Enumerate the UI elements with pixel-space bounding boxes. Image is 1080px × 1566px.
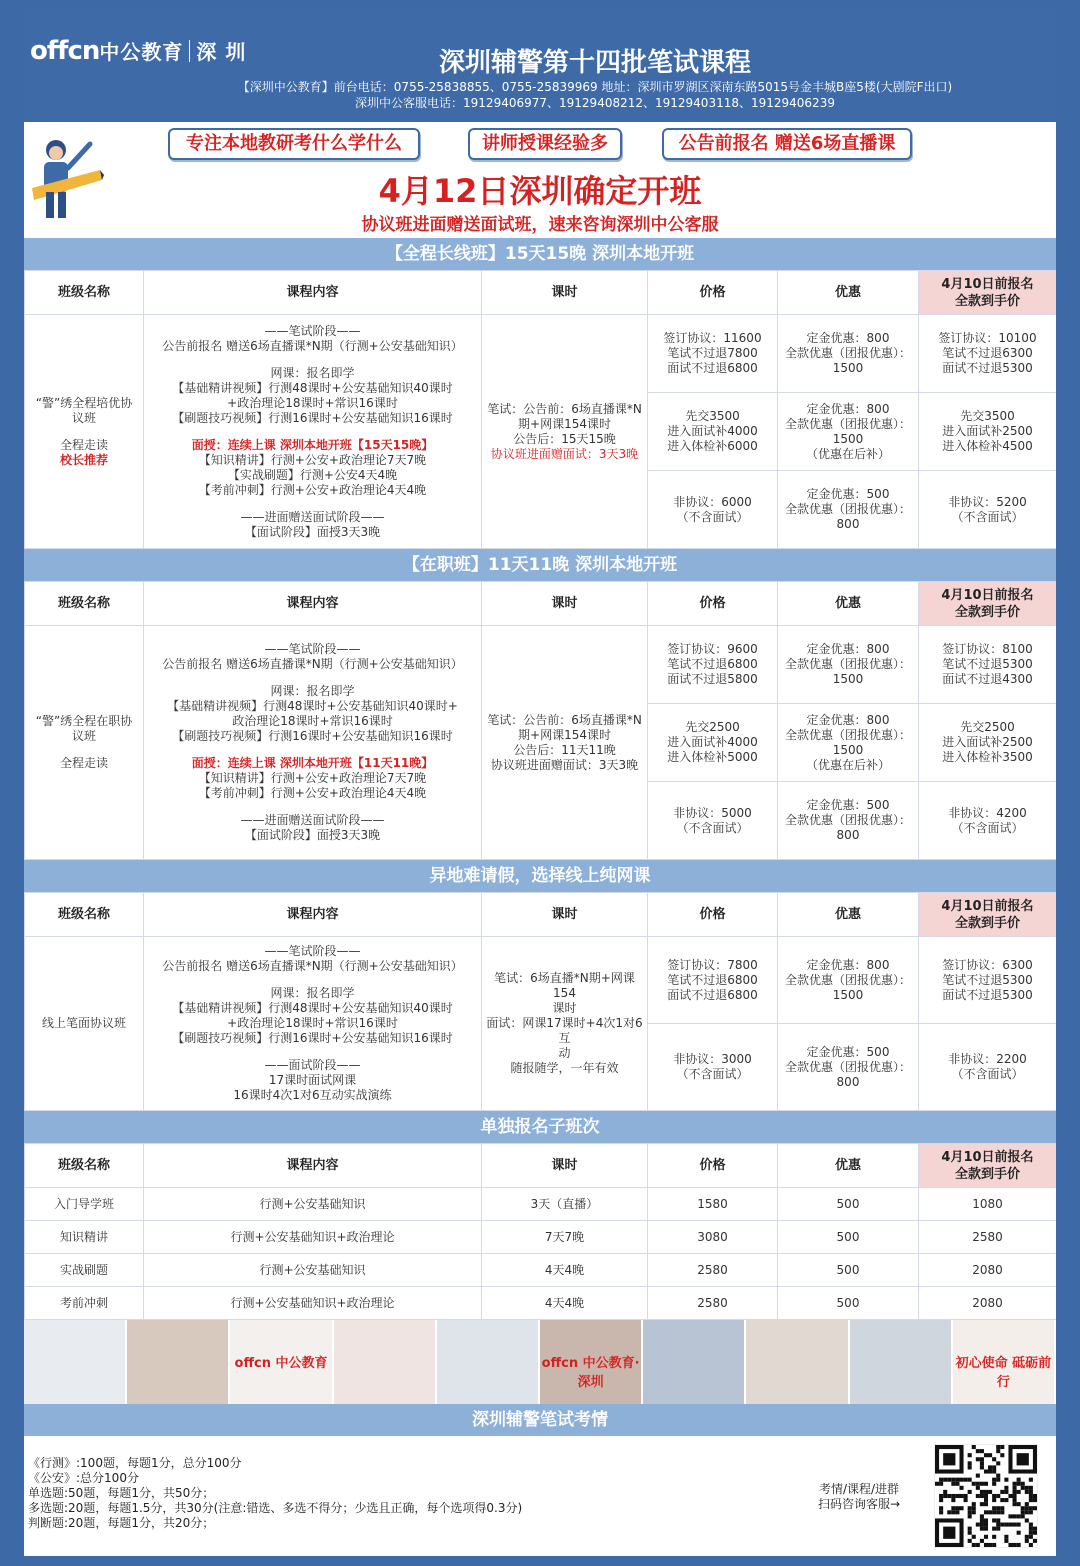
sub-early: 2580	[919, 1221, 1057, 1254]
sub-discount: 500	[778, 1221, 919, 1254]
col-header: 班级名称	[25, 893, 144, 937]
contact-line-2: 深圳中公客服电话：19129406977、19129408212、19129403118、19129406239	[355, 96, 835, 110]
col-header-early: 4月10日前报名 全款到手价	[919, 1144, 1057, 1188]
col-header: 课时	[482, 582, 648, 626]
course-table	[24, 270, 1056, 549]
classroom-photo	[540, 1320, 643, 1404]
classroom-photo	[127, 1320, 230, 1404]
col-header: 课程内容	[144, 893, 482, 937]
col-header: 班级名称	[25, 1144, 144, 1188]
sub-content: 行测+公安基础知识+政治理论	[144, 1287, 482, 1320]
table-row	[25, 1287, 1057, 1320]
price-cell: 非协议：3000 （不含面试）	[648, 1024, 778, 1111]
discount-cell: 定金优惠：800 全款优惠（团报优惠）： 1500	[778, 937, 919, 1024]
class-name: “警”绣全程在职协 议班 全程走读	[25, 626, 144, 860]
discount-cell: 定金优惠：800 全款优惠（团报优惠）： 1500 （优惠在后补）	[778, 704, 919, 782]
col-header: 课程内容	[144, 582, 482, 626]
col-header: 班级名称	[25, 582, 144, 626]
classroom-photo	[643, 1320, 746, 1404]
exam-line: 单选题:50题，每题1分，共50分；	[28, 1486, 215, 1500]
promo-tag-1: 专注本地教研考什么学什么	[168, 128, 420, 160]
col-header-early: 4月10日前报名 全款到手价	[919, 271, 1057, 315]
price-cell: 非协议：6000 （不含面试）	[648, 471, 778, 549]
sub-class-name: 知识精讲	[25, 1221, 144, 1254]
col-header: 课程内容	[144, 1144, 482, 1188]
sub-discount: 500	[778, 1254, 919, 1287]
price-cell: 先交2500 进入面试补4000 进入体检补5000	[648, 704, 778, 782]
single-band: 单独报名子班次	[24, 1111, 1056, 1143]
classroom-photo	[850, 1320, 953, 1404]
exam-line: 《行测》:100题，每题1分，总分100分	[28, 1456, 242, 1470]
sub-content: 行测+公安基础知识	[144, 1254, 482, 1287]
poster	[24, 10, 1056, 1556]
early-price-cell: 先交2500 进入面试补2500 进入体检补3500	[919, 704, 1057, 782]
course-hours: 笔试：6场直播*N期+网课154 课时 面试：网课17课时+4次1对6互 动 随报随学，一年有效	[482, 937, 648, 1111]
course-content: ——笔试阶段—— 公告前报名 赠送6场直播课*N期（行测+公安基础知识） 网课：报名即学 【基础精讲视频】行测48课时+公安基础知识40课时 +政治理论18课时+常识16课时 【刷题技巧视频】行测16课时+公安基础知识16课时 ——面试阶段—— 17课时面试网课 16课时4次1对6互动实战演练	[144, 937, 482, 1111]
discount-cell: 定金优惠：800 全款优惠（团报优惠）： 1500 （优惠在后补）	[778, 393, 919, 471]
sub-price: 2580	[648, 1254, 778, 1287]
page-title: 深圳辅警第十四批笔试课程	[438, 48, 751, 78]
contact-line-1: 【深圳中公教育】前台电话：0755-25838855、0755-25839969 地址：深圳市罗湖区深南东路5015号金丰城B座5楼(大剧院F出口)	[237, 80, 953, 94]
discount-cell: 定金优惠：500 全款优惠（团报优惠）： 800	[778, 471, 919, 549]
sub-early: 1080	[919, 1188, 1057, 1221]
photo-caption: 初心使命 砥砺前行	[955, 1356, 1052, 1390]
col-header: 班级名称	[25, 271, 144, 315]
table-row	[25, 1188, 1057, 1221]
qr-label: 考情/课程/进群 扫码咨询客服→	[817, 1482, 901, 1511]
promo-tag-2: 讲师授课经验多	[468, 128, 622, 160]
col-header: 价格	[648, 582, 778, 626]
col-header: 课程内容	[144, 271, 482, 315]
price-cell: 先交3500 进入面试补4000 进入体检补6000	[648, 393, 778, 471]
promo-area	[24, 122, 1056, 238]
classroom-photo	[334, 1320, 437, 1404]
col-header: 课时	[482, 893, 648, 937]
class-name: 线上笔面协议班	[25, 937, 144, 1111]
col-header-early: 4月10日前报名 全款到手价	[919, 582, 1057, 626]
col-header: 价格	[648, 271, 778, 315]
exam-info	[24, 1436, 1056, 1554]
sub-early: 2080	[919, 1254, 1057, 1287]
sub-content: 行测+公安基础知识	[144, 1188, 482, 1221]
classroom-photo	[24, 1320, 127, 1404]
sub-class-name: 实战刷题	[25, 1254, 144, 1287]
col-header: 优惠	[778, 1144, 919, 1188]
early-price-cell: 非协议：2200 （不含面试）	[919, 1024, 1057, 1111]
exam-line: 判断题:20题，每题1分，共20分；	[28, 1516, 215, 1530]
sub-hours: 4天4晚	[482, 1287, 648, 1320]
early-price-cell: 非协议：5200 （不含面试）	[919, 471, 1057, 549]
course-content: ——笔试阶段—— 公告前报名 赠送6场直播课*N期（行测+公安基础知识） 网课：报名即学 【基础精讲视频】行测48课时+公安基础知识40课时+ 政治理论18课时+常识16课时 【刷题技巧视频】行测16课时+公安基础知识16课时 面授：连续上课 深圳本地开班【11天11晚】 【知识精讲】行测+公安+政治理论7天7晚 【考前冲刺】行测+公安+政治理论4天4晚 ——进面赠送面试阶段—— 【面试阶段】面授3天3晚	[144, 626, 482, 860]
headline: 4月12日深圳确定开班	[378, 172, 702, 210]
section-band: 异地难请假，选择线上纯网课	[24, 860, 1056, 892]
table-row	[25, 1254, 1057, 1287]
col-header: 优惠	[778, 582, 919, 626]
logo-cn: 中公教育	[99, 40, 184, 64]
classroom-photo	[746, 1320, 849, 1404]
sub-price: 1580	[648, 1188, 778, 1221]
sub-content: 行测+公安基础知识+政治理论	[144, 1221, 482, 1254]
sub-class-name: 考前冲刺	[25, 1287, 144, 1320]
photo-caption: offcn 中公教育	[234, 1356, 328, 1371]
section-band: 【全程长线班】15天15晚 深圳本地开班	[24, 238, 1056, 270]
classroom-photo	[953, 1320, 1056, 1404]
col-header: 优惠	[778, 271, 919, 315]
exam-line: 《公安》:总分100分	[28, 1471, 139, 1485]
col-header: 价格	[648, 1144, 778, 1188]
promo-tag-3: 公告前报名 赠送6场直播课	[662, 128, 912, 160]
course-hours: 笔试：公告前：6场直播课*N 期+网课154课时 公告后：15天15晚 协议班进面赠面试：3天3晚	[482, 315, 648, 549]
course-table	[24, 581, 1056, 860]
sub-hours: 3天（直播）	[482, 1188, 648, 1221]
course-content: ——笔试阶段—— 公告前报名 赠送6场直播课*N期（行测+公安基础知识） 网课：报名即学 【基础精讲视频】行测48课时+公安基础知识40课时 +政治理论18课时+常识16课时 【刷题技巧视频】行测16课时+公安基础知识16课时 面授：连续上课 深圳本地开班【15天15晚】 【知识精讲】行测+公安+政治理论7天7晚 【实战刷题】行测+公安4天4晚 【考前冲刺】行测+公安+政治理论4天4晚 ——进面赠送面试阶段—— 【面试阶段】面授3天3晚	[144, 315, 482, 549]
discount-cell: 定金优惠：800 全款优惠（团报优惠）： 1500	[778, 626, 919, 704]
photo-caption: offcn 中公教育·深圳	[541, 1356, 640, 1390]
sub-discount: 500	[778, 1188, 919, 1221]
classroom-photos	[24, 1320, 1056, 1404]
col-header: 优惠	[778, 893, 919, 937]
single-table	[24, 1143, 1056, 1320]
early-price-cell: 签订协议：10100 笔试不过退6300 面试不过退5300	[919, 315, 1057, 393]
course-table	[24, 892, 1056, 1111]
qr-code-icon[interactable]	[934, 1444, 1038, 1548]
col-header: 课时	[482, 271, 648, 315]
early-price-cell: 签订协议：6300 笔试不过退5300 面试不过退5300	[919, 937, 1057, 1024]
classroom-photo	[437, 1320, 540, 1404]
col-header: 课时	[482, 1144, 648, 1188]
price-cell: 签订协议：11600 笔试不过退7800 面试不过退6800	[648, 315, 778, 393]
classroom-photo	[230, 1320, 333, 1404]
sub-price: 3080	[648, 1221, 778, 1254]
early-price-cell: 先交3500 进入面试补2500 进入体检补4500	[919, 393, 1057, 471]
sub-class-name: 入门导学班	[25, 1188, 144, 1221]
early-price-cell: 非协议：4200 （不含面试）	[919, 782, 1057, 860]
exam-band: 深圳辅警笔试考情	[24, 1404, 1056, 1436]
discount-cell: 定金优惠：800 全款优惠（团报优惠）： 1500	[778, 315, 919, 393]
sub-hours: 7天7晚	[482, 1221, 648, 1254]
sub-discount: 500	[778, 1287, 919, 1320]
header	[24, 10, 1056, 122]
early-price-cell: 签订协议：8100 笔试不过退5300 面试不过退4300	[919, 626, 1057, 704]
exam-lines	[28, 1456, 522, 1531]
col-header: 价格	[648, 893, 778, 937]
class-name: “警”绣全程培优协 议班 全程走读 校长推荐	[25, 315, 144, 549]
price-cell: 签订协议：9600 笔试不过退6800 面试不过退5800	[648, 626, 778, 704]
logo-city: 深 圳	[196, 40, 247, 64]
sub-early: 2080	[919, 1287, 1057, 1320]
price-cell: 非协议：5000 （不含面试）	[648, 782, 778, 860]
sub-hours: 4天4晚	[482, 1254, 648, 1287]
discount-cell: 定金优惠：500 全款优惠（团报优惠）： 800	[778, 1024, 919, 1111]
sub-price: 2580	[648, 1287, 778, 1320]
section-band: 【在职班】11天11晚 深圳本地开班	[24, 549, 1056, 581]
logo-en: offcn	[30, 36, 100, 66]
course-hours: 笔试：公告前：6场直播课*N 期+网课154课时 公告后：11天11晚 协议班进面赠面试：3天3晚	[482, 626, 648, 860]
table-row	[25, 1221, 1057, 1254]
col-header-early: 4月10日前报名 全款到手价	[919, 893, 1057, 937]
subline: 协议班进面赠送面试班，速来咨询深圳中公客服	[361, 215, 719, 235]
exam-line: 多选题:20题，每题1.5分，共30分(注意:错选、多选不得分；少选且正确，每个选项得0.3分)	[28, 1501, 523, 1515]
price-cell: 签订协议：7800 笔试不过退6800 面试不过退6800	[648, 937, 778, 1024]
discount-cell: 定金优惠：500 全款优惠（团报优惠）： 800	[778, 782, 919, 860]
